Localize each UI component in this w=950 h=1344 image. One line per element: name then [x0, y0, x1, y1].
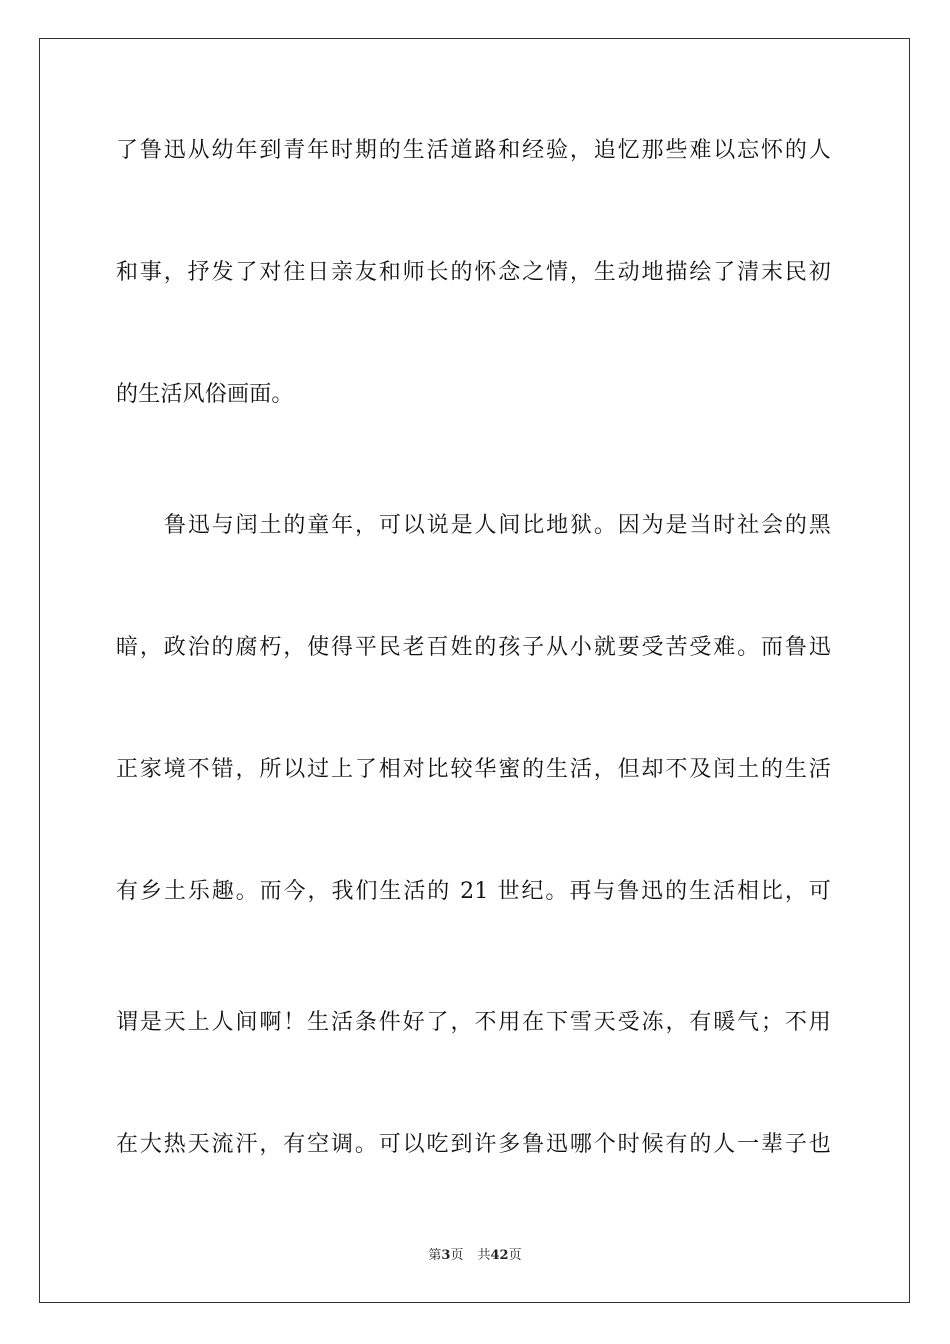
text-line: 有乡土乐趣。而今，我们生活的 21 世纪。再与鲁迅的生活相比，可: [116, 879, 831, 904]
page-suffix: 页: [450, 1248, 464, 1263]
paragraph-first-line: 鲁迅与闰土的童年，可以说是人间比地狱。因为是当时社会的黑: [164, 513, 831, 538]
page-border: [39, 38, 910, 1303]
total-suffix: 页: [508, 1248, 522, 1263]
text-line: 谓是天上人间啊！生活条件好了，不用在下雪天受冻，有暖气；不用: [116, 1010, 831, 1035]
text-line: 正家境不错，所以过上了相对比较华蜜的生活，但却不及闰土的生活: [116, 757, 831, 782]
text-line: 在大热天流汗，有空调。可以吃到许多鲁迅哪个时候有的人一辈子也: [116, 1132, 831, 1157]
text-line: 了鲁迅从幼年到青年时期的生活道路和经验，追忆那些难以忘怀的人: [116, 138, 831, 163]
page-prefix: 第: [428, 1248, 442, 1263]
text-line: 暗，政治的腐朽，使得平民老百姓的孩子从小就要受苦受难。而鲁迅: [116, 635, 831, 660]
text-line: 的生活风俗画面。: [116, 382, 294, 407]
total-pages: 42: [490, 1248, 509, 1263]
page-footer: [0, 1247, 950, 1265]
page-number: 3: [441, 1248, 451, 1263]
total-prefix: 共: [477, 1248, 491, 1263]
text-line: 和事，抒发了对往日亲友和师长的怀念之情，生动地描绘了清末民初: [116, 260, 831, 285]
